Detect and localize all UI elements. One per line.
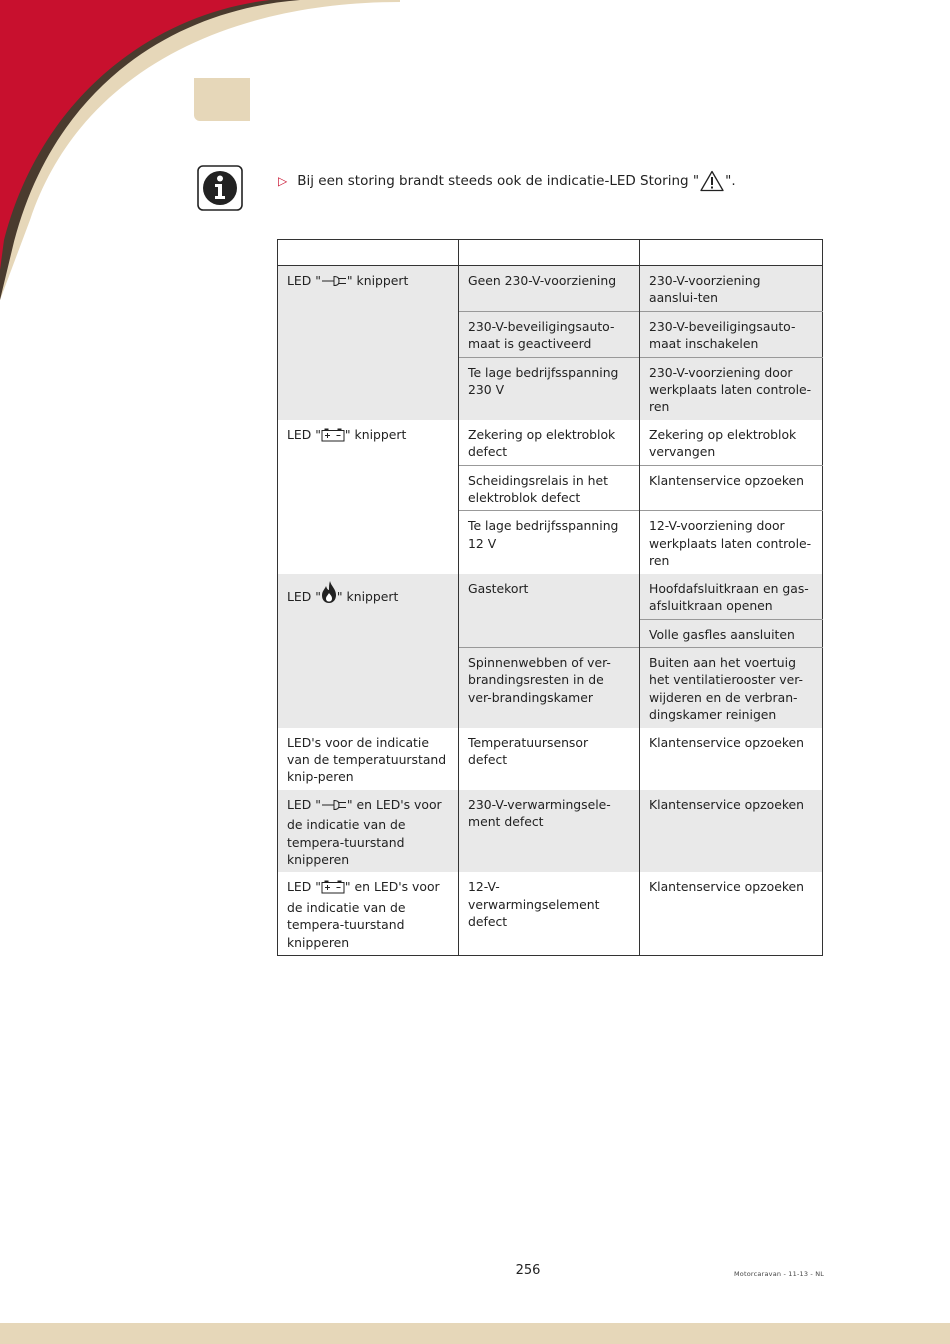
table-row (278, 728, 823, 790)
fault-cell (278, 728, 459, 790)
fault-text-before: LED " (287, 426, 321, 442)
remedy-cell: Klantenservice opzoeken (640, 465, 823, 511)
footer-band (0, 1323, 950, 1344)
fault-text-after: " knippert (344, 426, 407, 442)
fault-text-after: " en LED's voor de indicatie van de tempera-tuurstand knipperen (287, 879, 440, 950)
plug-icon (321, 798, 347, 816)
fault-text-after: " knippert (346, 273, 409, 288)
fault-cell (278, 872, 459, 955)
remedy-cell: Zekering op elektroblok vervangen (640, 420, 823, 465)
fault-text-before: LED " (287, 273, 321, 288)
table-row (278, 420, 823, 465)
header-fault (278, 240, 459, 266)
cause-cell: Scheidingsrelais in het elektroblok defect (459, 465, 640, 511)
fault-note (278, 170, 736, 192)
cause-cell: Spinnenwebben of ver-brandingsresten in de ver-brandingskamer (459, 647, 640, 727)
battery-icon (321, 428, 345, 446)
fault-text-before: LED " (287, 588, 321, 604)
cause-cell: 12-V-verwarmingselement defect (459, 872, 640, 955)
remedy-cell: Hoofdafsluitkraan en gas-afsluitkraan openen (640, 574, 823, 619)
note-text-before: Bij een storing brandt steeds ook de indicatie-LED Storing " (297, 173, 700, 189)
document-reference: Motorcaravan - 11-13 - NL (734, 1270, 825, 1278)
remedy-cell: Volle gasfles aansluiten (640, 619, 823, 647)
warning-triangle-icon (700, 170, 724, 192)
table-header-row (278, 240, 823, 266)
cause-cell: 230-V-beveiligingsauto-maat is geactiveerd (459, 311, 640, 357)
plug-icon (321, 274, 347, 292)
triangle-bullet-icon: ▷ (278, 174, 288, 188)
cause-cell: Gastekort (459, 574, 640, 648)
info-icon (197, 165, 243, 211)
fault-text-before: LED " (287, 796, 321, 812)
fault-text: LED's voor de indicatie van de temperatuurstand knip-peren (287, 734, 447, 785)
remedy-cell: Klantenservice opzoeken (640, 790, 823, 873)
section-tab-marker (194, 78, 250, 121)
cause-cell: 230-V-verwarmingsele-ment defect (459, 790, 640, 873)
table-row (278, 574, 823, 619)
cause-cell: Geen 230-V-voorziening (459, 266, 640, 312)
remedy-cell: 12-V-voorziening door werkplaats laten controle-ren (640, 511, 823, 574)
cause-cell: Zekering op elektroblok defect (459, 420, 640, 465)
fault-cell (278, 574, 459, 728)
header-remedy (640, 240, 823, 266)
remedy-cell: Klantenservice opzoeken (640, 872, 823, 955)
cause-cell: Te lage bedrijfsspanning 12 V (459, 511, 640, 574)
fault-cell (278, 790, 459, 873)
remedy-cell: 230-V-beveiligingsauto-maat inschakelen (640, 311, 823, 357)
fault-text-before: LED " (287, 879, 321, 895)
table-row (278, 266, 823, 312)
note-text-after: ". (725, 173, 736, 189)
fault-text-after: " knippert (336, 588, 399, 604)
gas-flame-icon (321, 580, 337, 608)
table-row (278, 872, 823, 955)
fault-text-after: " en LED's voor de indicatie van de tempera-tuurstand knipperen (287, 796, 442, 867)
cause-cell: Te lage bedrijfsspanning 230 V (459, 357, 640, 420)
fault-table (277, 239, 823, 956)
fault-cell (278, 420, 459, 574)
remedy-cell: 230-V-voorziening door werkplaats laten controle-ren (640, 357, 823, 420)
fault-table-body (278, 266, 823, 956)
remedy-cell: 230-V-voorziening aanslui-ten (640, 266, 823, 312)
battery-icon (321, 880, 345, 898)
page-number: 256 (515, 1263, 541, 1278)
fault-cell (278, 266, 459, 420)
remedy-cell: Buiten aan het voertuig het ventilatierooster ver-wijderen en de verbran-dingskamer reinigen (640, 647, 823, 727)
table-row (278, 790, 823, 873)
remedy-cell: Klantenservice opzoeken (640, 728, 823, 790)
cause-cell: Temperatuursensor defect (459, 728, 640, 790)
header-cause (459, 240, 640, 266)
